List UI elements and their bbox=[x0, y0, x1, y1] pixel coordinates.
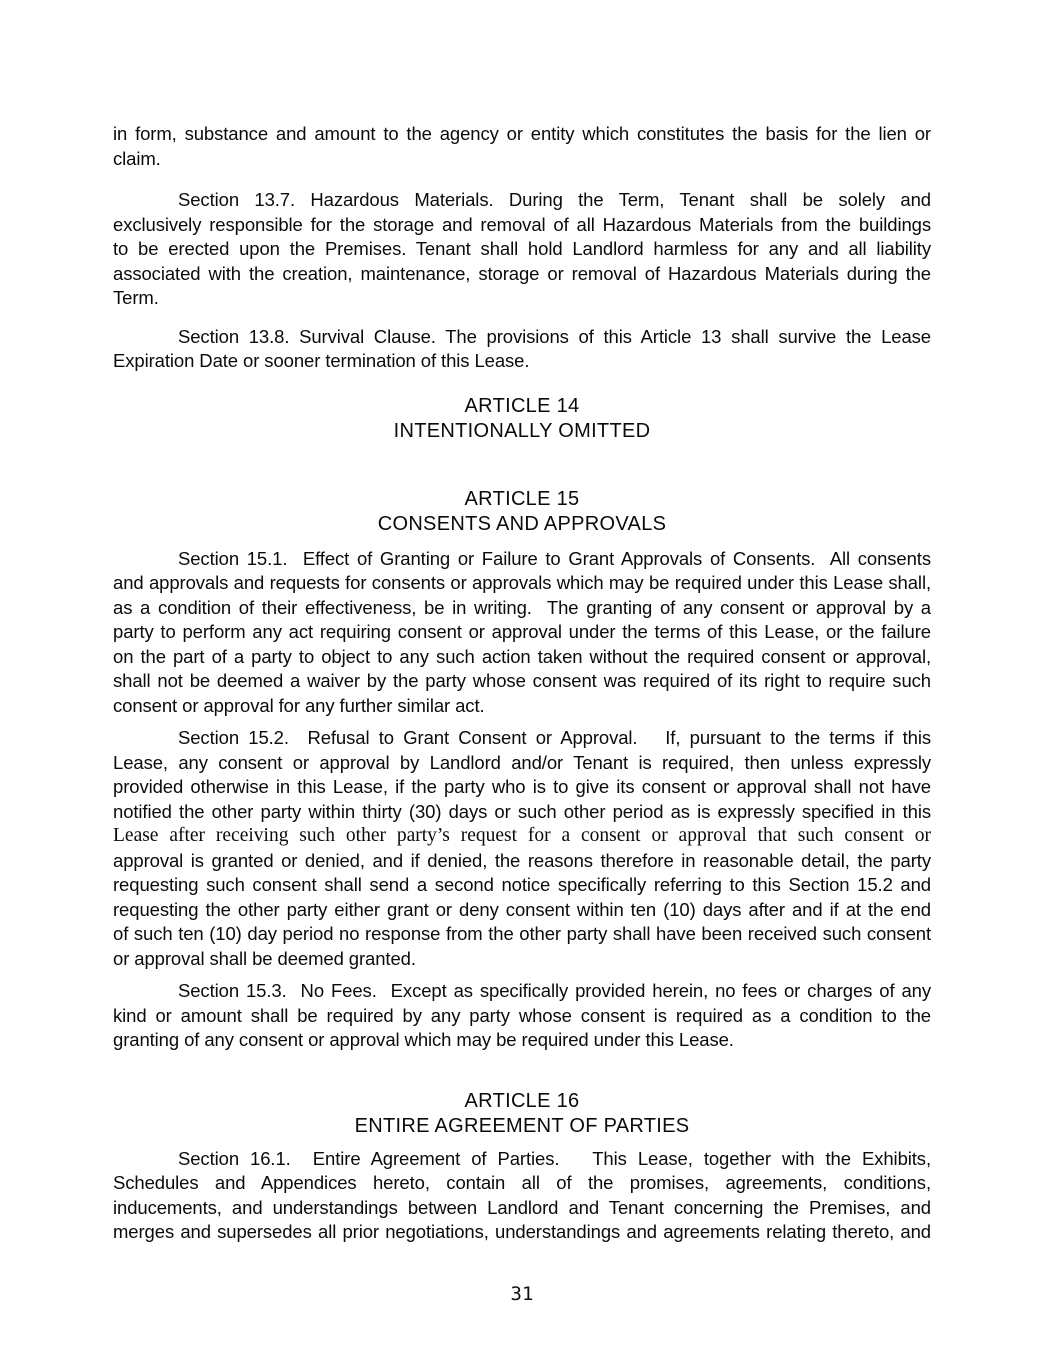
text-line: Section 16.1. Entire Agreement of Parties. This Lease, together with the Exhibits, bbox=[178, 1147, 931, 1169]
text-line: shall not be deemed a waiver by the party whose consent was required of its right to require such bbox=[113, 670, 931, 691]
para-section-16-1 bbox=[113, 1147, 931, 1245]
text-line: requesting such consent shall send a second notice specifically referring to this Section 15.2 and bbox=[113, 874, 931, 895]
document-text-body bbox=[113, 122, 931, 1305]
text-line: Section 13.8. Survival Clause. The provisions of this Article 13 shall survive the Lease bbox=[178, 325, 931, 347]
heading-line: ARTICLE 14 bbox=[464, 394, 580, 417]
para-section-15-3 bbox=[113, 979, 931, 1053]
text-line: to be erected upon the Premises. Tenant shall hold Landlord harmless for any and all liability bbox=[113, 238, 931, 259]
heading-line: ARTICLE 16 bbox=[464, 1089, 580, 1112]
text-line: Schedules and Appendices hereto, contain all of the promises, agreements, conditions, bbox=[113, 1172, 931, 1193]
text-line: or approval shall be deemed granted. bbox=[113, 947, 416, 969]
text-line: Section 15.3. No Fees. Except as specifically provided herein, no fees or charges of any bbox=[178, 980, 931, 1001]
heading-line: ENTIRE AGREEMENT OF PARTIES bbox=[354, 1114, 690, 1137]
text-line: merges and supersedes all prior negotiations, understandings and agreements relating thereto, and bbox=[113, 1221, 931, 1242]
para-section-13-7 bbox=[113, 188, 931, 311]
text-line: inducements, and understandings between Landlord and Tenant concerning the Premises, and bbox=[113, 1196, 931, 1218]
heading-article-16 bbox=[113, 1089, 931, 1139]
text-line: and approvals and requests for consents or approvals which may be required under this Lease shall, bbox=[113, 572, 931, 593]
text-line: in form, substance and amount to the agency or entity which constitutes the basis for the lien or bbox=[113, 123, 931, 144]
heading-line: ARTICLE 15 bbox=[464, 487, 580, 510]
para-section-13-8 bbox=[113, 325, 931, 374]
text-line: party to perform any act requiring consent or approval under the terms of this Lease, or the failure bbox=[113, 621, 931, 642]
text-line: associated with the creation, maintenance, storage or removal of Hazardous Materials during the bbox=[113, 262, 931, 284]
text-line: provided otherwise in this Lease, if the party who is to give its consent or approval shall not have bbox=[113, 776, 931, 797]
text-line: requesting the other party either grant or deny consent within ten (10) days after and if at the end bbox=[113, 898, 931, 920]
text-line: Lease, any consent or approval by Landlord and/or Tenant is required, then unless expressly bbox=[113, 751, 931, 773]
text-line: Lease after receiving such other party’s request for a consent or approval that such consent or bbox=[113, 825, 931, 846]
text-line: of such ten (10) day period no response from the other party shall have been received such consent bbox=[113, 923, 931, 944]
text-line: Term. bbox=[113, 287, 159, 308]
text-line: notified the other party within thirty (30) days or such other period as is expressly specified in this bbox=[113, 800, 931, 822]
text-line: Expiration Date or sooner termination of this Lease. bbox=[113, 350, 530, 371]
heading-line: INTENTIONALLY OMITTED bbox=[393, 419, 651, 442]
text-line: Section 13.7. Hazardous Materials. During the Term, Tenant shall be solely and bbox=[178, 189, 931, 210]
text-line: Section 15.1. Effect of Granting or Failure to Grant Approvals of Consents. All consents bbox=[178, 547, 931, 569]
para-section-15-1 bbox=[113, 547, 931, 719]
text-line: approval is granted or denied, and if denied, the reasons therefore in reasonable detail, the party bbox=[113, 849, 931, 871]
text-line: granting of any consent or approval which may be required under this Lease. bbox=[113, 1029, 734, 1050]
heading-article-14 bbox=[113, 394, 931, 444]
text-line: exclusively responsible for the storage and removal of all Hazardous Materials from the buildings bbox=[113, 213, 931, 235]
text-line: Section 15.2. Refusal to Grant Consent or Approval. If, pursuant to the terms if this bbox=[178, 727, 931, 748]
para-lien-claim bbox=[113, 122, 931, 171]
text-line: consent or approval for any further similar act. bbox=[113, 694, 485, 716]
text-line: kind or amount shall be required by any party whose consent is required as a condition to the bbox=[113, 1004, 931, 1026]
text-line: as a condition of their effectiveness, be in writing. The granting of any consent or approval by a bbox=[113, 596, 931, 618]
heading-article-15 bbox=[113, 487, 931, 537]
text-line: claim. bbox=[113, 147, 161, 169]
text-line: on the part of a party to object to any such action taken without the required consent or approval, bbox=[113, 645, 931, 667]
para-section-15-2 bbox=[113, 726, 931, 971]
page-number: 31 bbox=[510, 1282, 534, 1305]
heading-line: CONSENTS AND APPROVALS bbox=[377, 512, 667, 535]
